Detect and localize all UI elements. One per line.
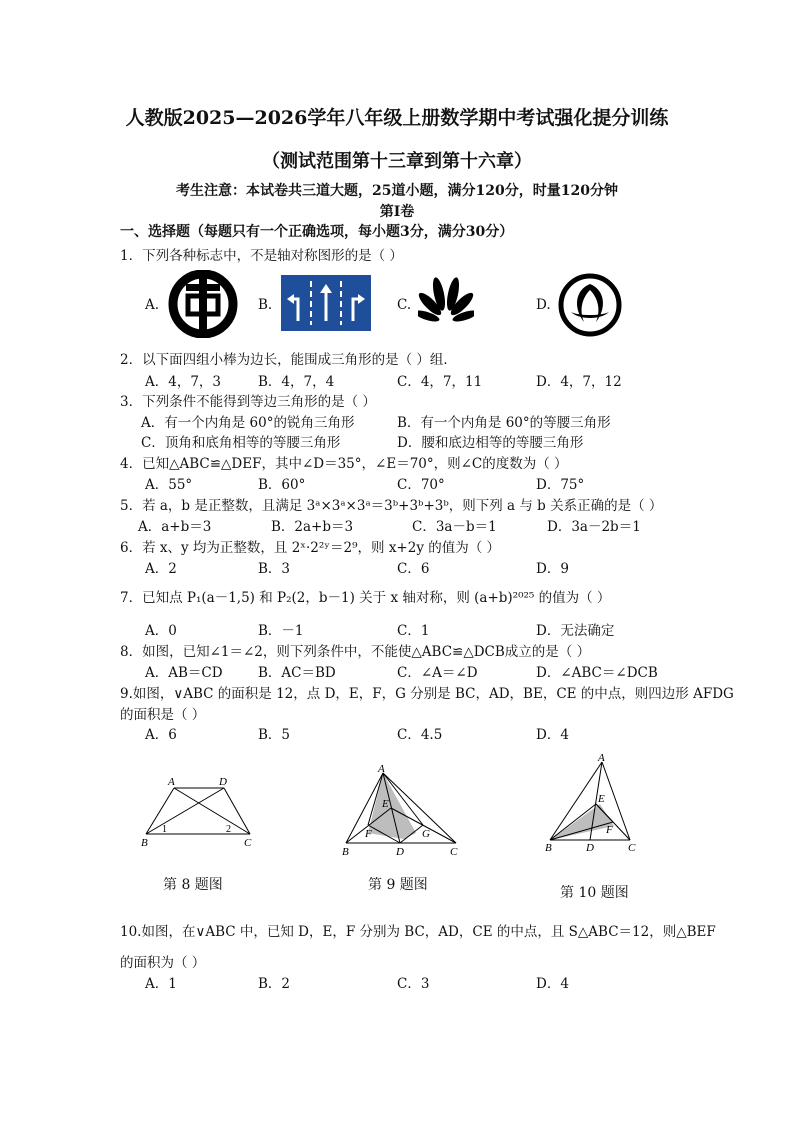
q3-stem: 3．下列条件不能得到等边三角形的是（ ） <box>120 394 376 410</box>
svg-text:C: C <box>628 842 636 854</box>
q1-label-c: C. <box>397 297 412 313</box>
svg-text:F: F <box>365 828 372 840</box>
svg-text:C: C <box>244 837 252 849</box>
svg-text:B: B <box>141 837 148 849</box>
swirl-logo-icon <box>557 272 623 342</box>
q9-option-c: C．4.5 <box>397 727 443 743</box>
q6-option-b: B．3 <box>258 561 291 577</box>
q1-label-a: A. <box>145 297 160 313</box>
q2-stem: 2．以下面四组小棒为边长，能围成三角形的是（ ）组． <box>120 352 457 368</box>
svg-text:B: B <box>342 846 349 858</box>
svg-text:E: E <box>382 798 389 810</box>
road-sign-icon <box>281 275 371 335</box>
exam-title: 人教版2025—2026学年八年级上册数学期中考试强化提分训练 <box>125 107 669 129</box>
q5-option-d: D．3a－2b＝1 <box>547 519 641 535</box>
svg-text:F: F <box>606 824 613 836</box>
q7-option-d: D．无法确定 <box>536 623 615 639</box>
q7-option-a: A．0 <box>145 623 177 639</box>
q9-option-a: A．6 <box>145 727 177 743</box>
q10-option-d: D．4 <box>536 976 569 992</box>
q10-stem-line2: 的面积为（ ） <box>120 955 206 971</box>
q4-option-d: D．75° <box>536 477 585 493</box>
exam-notice: 考生注意：本试卷共三道大题，25道小题，满分120分，时量120分钟 <box>176 183 618 199</box>
q5-option-b: B．2a+b＝3 <box>271 519 354 535</box>
q9-stem-line2: 的面积是（ ） <box>120 707 206 723</box>
q3-option-c: C．顶角和底角相等的等腰三角形 <box>141 435 341 451</box>
q3-option-a: A．有一个内角是 60°的锐角三角形 <box>141 415 355 431</box>
q2-option-b: B．4，7，4 <box>258 374 335 390</box>
q6-stem: 6．若 x、y 均为正整数，且 2ˣ·2²ʸ＝2⁹，则 x+2y 的值为（ ） <box>120 540 501 556</box>
q2-option-c: C．4，7，11 <box>397 374 483 390</box>
q1-label-b: B. <box>258 297 273 313</box>
q4-option-b: B．60° <box>258 477 306 493</box>
figure-q10 <box>540 752 650 860</box>
q6-option-d: D．9 <box>536 561 569 577</box>
figure-q10-caption: 第 10 题图 <box>560 885 629 901</box>
svg-text:A: A <box>598 752 605 764</box>
q8-option-c: C．∠A＝∠D <box>397 665 478 681</box>
q10-option-a: A．1 <box>145 976 177 992</box>
q7-stem: 7．已知点 P₁(a－1,5) 和 P₂(2，b－1) 关于 x 轴对称，则 (a+b)²⁰²⁵ 的值为（ ） <box>120 590 611 606</box>
figure-q8-caption: 第 8 题图 <box>163 877 223 893</box>
q7-option-c: C．1 <box>397 623 430 639</box>
q9-stem-line1: 9.如图，∨ABC 的面积是 12，点 D，E，F，G 分别是 BC，AD，BE，CE 的中点，则四边形 AFDG <box>120 686 734 702</box>
q7-option-b: B．－1 <box>258 623 304 639</box>
q9-option-d: D．4 <box>536 727 569 743</box>
figure-q8 <box>138 770 268 858</box>
q10-option-b: B．2 <box>258 976 291 992</box>
q1-stem: 1．下列各种标志中，不是轴对称图形的是（ ） <box>120 248 403 264</box>
q5-option-c: C．3a－b＝1 <box>412 519 497 535</box>
q3-option-b: B．有一个内角是 60°的等腰三角形 <box>397 415 611 431</box>
svg-text:D: D <box>219 776 227 788</box>
q3-option-d: D．腰和底边相等的等腰三角形 <box>397 435 584 451</box>
svg-text:G: G <box>422 828 430 840</box>
q2-option-a: A．4，7，3 <box>145 374 222 390</box>
svg-text:D: D <box>396 846 404 858</box>
exam-subtitle: （测试范围第十三章到第十六章） <box>262 151 532 172</box>
svg-text:1: 1 <box>162 824 167 835</box>
q1-label-d: D. <box>536 297 551 313</box>
bank-logo-icon <box>168 270 238 342</box>
q8-stem: 8．如图，已知∠1＝∠2，则下列条件中，不能使△ABC≌△DCB成立的是（ ） <box>120 644 591 660</box>
svg-text:A: A <box>168 776 175 788</box>
svg-text:2: 2 <box>226 824 231 835</box>
figure-q9-caption: 第 9 题图 <box>368 877 428 893</box>
q8-option-a: A．AB＝CD <box>145 665 223 681</box>
svg-text:B: B <box>545 842 552 854</box>
q4-stem: 4．已知△ABC≌△DEF，其中∠D＝35°，∠E＝70°，则∠C的度数为（ ） <box>120 456 568 472</box>
q2-option-d: D．4，7，12 <box>536 374 622 390</box>
q10-stem: 10.如图，在∨ABC 中，已知 D，E，F 分别为 BC，AD，CE 的中点，且 S△ABC＝12，则△BEF <box>120 924 716 940</box>
q4-option-a: A．55° <box>145 477 193 493</box>
volume-label: 第Ⅰ卷 <box>379 204 415 220</box>
q9-option-b: B．5 <box>258 727 291 743</box>
svg-text:D: D <box>586 842 594 854</box>
svg-text:A: A <box>378 763 385 775</box>
figure-q9 <box>338 763 468 863</box>
q6-option-a: A．2 <box>145 561 177 577</box>
q10-option-c: C．3 <box>397 976 430 992</box>
svg-text:C: C <box>450 846 458 858</box>
q4-option-c: C．70° <box>397 477 445 493</box>
q5-stem: 5．若 a，b 是正整数，且满足 3ᵃ×3ᵃ×3ᵃ＝3ᵇ+3ᵇ+3ᵇ，则下列 a 与 b 关系正确的是（ ） <box>120 498 663 514</box>
q8-option-d: D．∠ABC＝∠DCB <box>536 665 658 681</box>
section-heading: 一、选择题（每题只有一个正确选项，每小题3分，满分30分） <box>120 224 514 240</box>
q8-option-b: B．AC＝BD <box>258 665 336 681</box>
petal-logo-icon <box>418 276 474 332</box>
svg-text:E: E <box>598 793 605 805</box>
q5-option-a: A．a+b＝3 <box>138 519 212 535</box>
q6-option-c: C．6 <box>397 561 430 577</box>
